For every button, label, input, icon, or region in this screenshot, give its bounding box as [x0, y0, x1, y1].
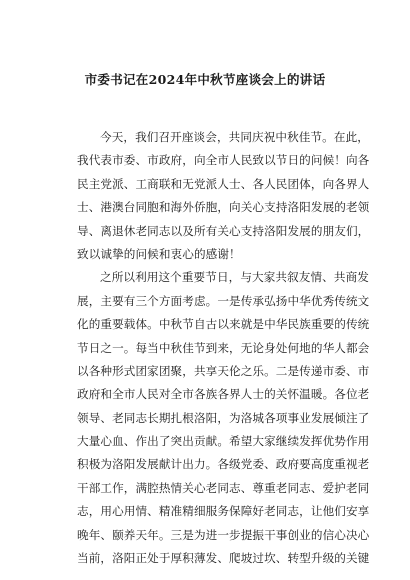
paragraph-line: 之所以利用这个重要节日，与大家共叙友情、共商发: [100, 270, 369, 285]
paragraph-line: 致以诚挚的问候和衷心的感谢！: [77, 246, 241, 261]
paragraph-line: 晚年、颐养天年。三是为进一步提振干事创业的信心决心: [77, 527, 370, 542]
paragraph-line: 展，主要有三个方面考虑。一是传承弘扬中华优秀传统文: [77, 293, 370, 308]
paragraph-line: 政府和全市人民对全市各族各界人士的关怀温暖。各位老: [77, 387, 370, 402]
document-title: 市委书记在2024年中秋节座谈会上的讲话: [84, 72, 326, 87]
paragraph-line: 以各种形式团家团聚，共享天伦之乐。二是传递市委、市: [77, 363, 370, 378]
paragraph-line: 我代表市委、市政府，向全市人民致以节日的问候！向各: [77, 153, 370, 168]
paragraph-line: 志，用心用情、精准精细服务保障好老同志，让他们安享: [77, 504, 370, 519]
document-body: [77, 126, 370, 570]
paragraph-line: 节日之一。每当中秋佳节到来，无论身处何地的华人都会: [77, 340, 370, 355]
paragraph-line: 士、港澳台同胞和海外侨胞，向关心支持洛阳发展的老领: [77, 200, 370, 215]
paragraph-line: 当前，洛阳正处于厚积薄发、爬坡过坎、转型升级的关键: [77, 551, 370, 566]
paragraph-line: 大量心血、作出了突出贡献。希望大家继续发挥优势作用: [77, 434, 370, 449]
paragraph-line: 化的重要载体。中秋节自古以来就是中华民族重要的传统: [77, 317, 370, 332]
paragraph-line: 今天，我们召开座谈会，共同庆祝中秋佳节。在此，: [100, 130, 369, 144]
paragraph-line: 领导、老同志长期扎根洛阳，为洛城各项事业发展倾注了: [77, 410, 370, 425]
paragraph-line: 积极为洛阳发展献计出力。各级党委、政府要高度重视老: [77, 457, 370, 472]
paragraph-line: 导、离退休老同志以及所有关心支持洛阳发展的朋友们，: [77, 223, 370, 238]
paragraph-line: 干部工作，满腔热情关心老同志、尊重老同志、爱护老同: [77, 480, 370, 495]
paragraph-line: 民主党派、工商联和无党派人士、各人民团体，向各界人: [77, 176, 370, 191]
